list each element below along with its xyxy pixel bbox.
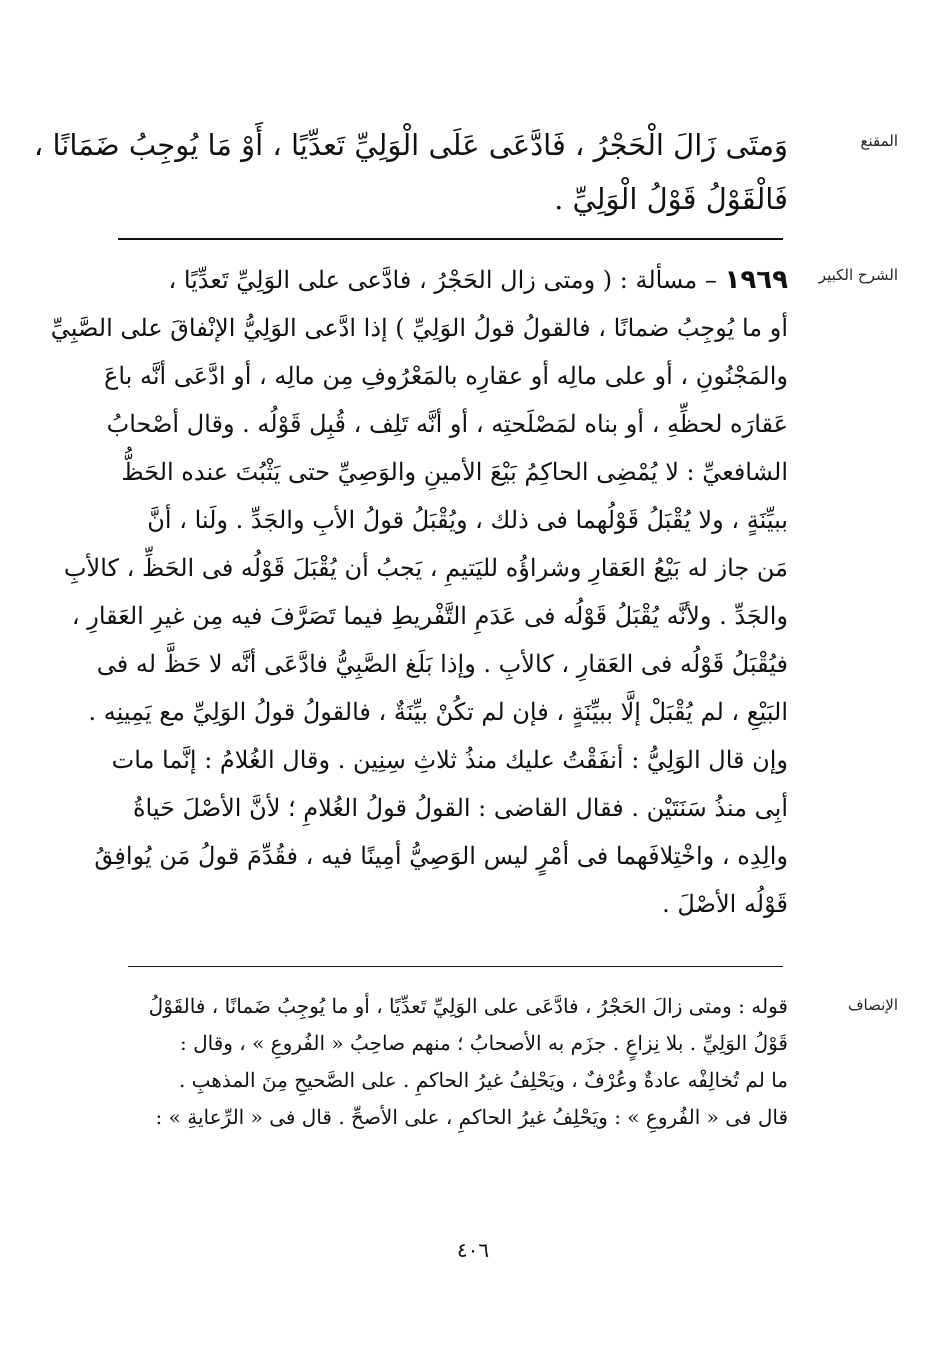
insaf-line: قال فى « الفُروعِ » : ويَحْلِفُ غيرُ الحاكمِ ، على الأصحِّ . قال فى « الرِّعايةِ » : [155,1105,788,1129]
sharh-line: قَوْلُه الأصْلَ . [662,890,788,918]
sharh-first-line-rest: – مسألة : ( ومتى زال الحَجْرُ ، فادَّعى على الوَلِيِّ تَعدِّيًا ، [168,266,725,294]
sharh-line: والمَجْنُونِ ، أو على مالِه أو عقارِه بالمَعْرُوفِ مِن مالِه ، أو ادَّعَى أنَّه باعَ [104,362,788,390]
sharh-line: الشافعيِّ : لا يُمْضِى الحاكِمُ بَيْعَ الأمينِ والوَصِيِّ حتى يَثْبُتَ عنده الحَظُّ [121,458,788,486]
insaf-text [110,988,788,1136]
sharh-line: ببيِّنَةٍ ، ولا يُقْبَلُ قَوْلُهما فى ذلك ، ويُقْبَلُ قولُ الأبِ والجَدِّ . ولَنا ، أنَّ [147,506,788,534]
muqni-line: وَمتَى زَالَ الْحَجْرُ ، فَادَّعَى عَلَى الْوَلِيِّ تَعدِّيًا ، أَوْ مَا يُوجِبُ ضَمَانًا ، [33,128,788,162]
sharh-line: عَقارَه لحظِّهِ ، أو بناه لمَصْلَحتِه ، أو أنَّه تَلِف ، قُبِل قَوْلُه . وقال أصْحابُ [106,410,788,438]
sharh-line: مَن جاز له بَيْعُ العَقارِ وشراؤُه لليَتيمِ ، يَجبُ أن يُقْبَلَ قَوْلُه فى الحَظِّ ، كالأبِ [63,554,788,582]
sharh-line: أو ما يُوجِبُ ضمانًا ، فالقولُ قولُ الوَلِيِّ ) إذا ادَّعى الوَلِيُّ الإنْفاقَ على الصَّبِيِّ [50,314,788,342]
sharh-line: والجَدِّ . ولأنَّه يُقْبَلُ قَوْلُه فى عَدَمِ التَّفْريطِ فيما تَصَرَّفَ فيه مِن غيرِ العَقارِ ، [71,602,788,630]
section-label-muqni: المقنع [860,132,898,150]
sharh-line: البَيْعِ ، لم يُقْبَلْ إلَّا ببيِّنَةٍ ، فإن لم تكُنْ بيِّنَةٌ ، فالقولُ قولُ الوَلِيِّ مع يَمِينِه . [88,698,788,726]
section-label-sharh: الشرح الكبير [818,266,898,284]
section-divider [128,966,783,967]
page-number: ٤٠٦ [456,1238,490,1262]
sharh-text [50,256,788,928]
muqni-text [33,118,788,226]
insaf-line: قوله : ومتى زالَ الحَجْرُ ، فادَّعَى على الوَلِيِّ تَعدِّيًا ، أو ما يُوجِبُ ضَمانًا ، فالقَوْلُ [148,994,788,1018]
sharh-line: وإن قال الوَلِيُّ : أنفَقْتُ عليك منذُ ثلاثِ سِنِين . وقال الغُلامُ : إنَّما مات [111,746,788,774]
sharh-line: فيُقْبَلُ قَوْلُه فى العَقارِ ، كالأبِ . وإذا بَلَغ الصَّبِيُّ فادَّعَى أنَّه لا حَظَّ له فى [96,650,788,678]
muqni-line: فَالْقَوْلُ قَوْلُ الْوَلِيِّ . [554,182,788,216]
sharh-line: أبِى منذُ سَنَتَيْن . فقال القاضى : القولُ قولُ الغُلامِ ؛ لأنَّ الأصْلَ حَياةُ [132,794,788,822]
issue-number: ١٩٦٩ [724,265,788,295]
sharh-first-line [110,256,788,304]
section-label-insaf: الإنصاف [847,996,898,1014]
sharh-line: والِدِه ، واخْتِلافَهما فى أمْرٍ ليس الوَصِيُّ أمِينًا فيه ، فقُدِّمَ قولُ مَن يُوافِقُ [94,842,788,870]
section-divider [118,238,783,240]
insaf-line: ما لم تُخالِفْه عادةٌ وعُرْفٌ ، ويَحْلِفُ غيرُ الحاكمِ . على الصَّحيحِ مِنَ المذهبِ . [178,1068,788,1092]
insaf-line: قَوْلُ الوَلِيِّ . بلا نِزاعٍ . جزَم به الأصحابُ ؛ منهم صاحِبُ « الفُروعِ » ، وقال : [179,1031,788,1055]
